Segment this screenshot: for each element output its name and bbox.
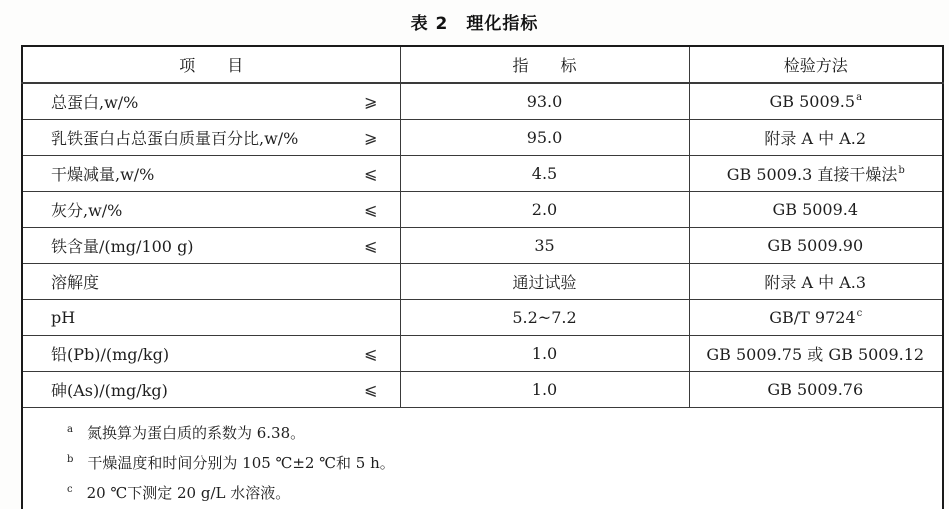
header-method: 检验方法 — [689, 46, 943, 83]
footnotes-cell — [22, 407, 943, 509]
table-row — [22, 263, 943, 299]
indicator-value: 1.0 — [400, 371, 689, 407]
method-cell — [689, 299, 943, 335]
item-label: pH — [51, 307, 76, 327]
header-indicator: 指 标 — [400, 46, 689, 83]
method-label: GB 5009.3 直接干燥法 — [726, 164, 898, 184]
table-row — [22, 191, 943, 227]
comparison-symbol: ⩾ — [364, 91, 378, 111]
item-wrap — [51, 162, 378, 185]
method-cell — [689, 83, 943, 119]
item-cell — [22, 335, 400, 371]
footnote-text: 干燥温度和时间分别为 105 ℃±2 ℃和 5 h。 — [87, 453, 395, 472]
method-label: GB 5009.90 — [767, 235, 864, 255]
item-wrap — [51, 378, 378, 401]
item-wrap — [51, 342, 378, 365]
item-label: 乳铁蛋白占总蛋白质量百分比,w/% — [51, 128, 299, 148]
indicator-value: 93.0 — [400, 83, 689, 119]
item-wrap — [51, 126, 378, 149]
comparison-symbol: ⩽ — [364, 199, 378, 219]
item-label: 总蛋白,w/% — [51, 92, 139, 112]
comparison-symbol: ⩽ — [364, 163, 378, 183]
indicator-value: 5.2~7.2 — [400, 299, 689, 335]
item-wrap — [51, 198, 378, 221]
method-cell — [689, 227, 943, 263]
method-label: 附录 A 中 A.2 — [764, 128, 867, 148]
method-cell — [689, 119, 943, 155]
method-cell — [689, 371, 943, 407]
indicator-value: 1.0 — [400, 335, 689, 371]
item-cell — [22, 263, 400, 299]
item-label: 铅(Pb)/(mg/kg) — [51, 344, 170, 364]
item-cell — [22, 83, 400, 119]
item-cell — [22, 155, 400, 191]
footnote-item — [67, 448, 922, 478]
item-wrap — [51, 308, 378, 327]
header-item: 项 目 — [22, 46, 400, 83]
item-label: 铁含量/(mg/100 g) — [51, 236, 194, 256]
method-label: GB/T 9724 — [769, 307, 856, 327]
footnote-superscript: c — [67, 483, 73, 495]
comparison-symbol: ⩽ — [364, 343, 378, 363]
table-row — [22, 155, 943, 191]
method-superscript: c — [856, 308, 863, 320]
indicator-value: 4.5 — [400, 155, 689, 191]
footnote-superscript: b — [67, 453, 74, 465]
method-label: GB 5009.76 — [767, 379, 864, 399]
method-superscript: b — [898, 165, 905, 177]
table-row — [22, 83, 943, 119]
spec-table — [21, 45, 944, 509]
item-label: 灰分,w/% — [51, 200, 123, 220]
method-cell — [689, 155, 943, 191]
footnote-item — [67, 478, 922, 508]
table-row — [22, 299, 943, 335]
method-label: 附录 A 中 A.3 — [764, 272, 867, 292]
indicator-value: 35 — [400, 227, 689, 263]
table-row — [22, 119, 943, 155]
item-wrap — [51, 270, 378, 293]
footnote-item — [67, 418, 922, 448]
item-wrap — [51, 234, 378, 257]
method-label: GB 5009.4 — [772, 199, 859, 219]
item-cell — [22, 371, 400, 407]
table-row — [22, 335, 943, 371]
method-superscript: a — [856, 92, 863, 104]
footnote-superscript: a — [67, 423, 73, 435]
item-label: 砷(As)/(mg/kg) — [51, 380, 168, 400]
comparison-symbol: ⩽ — [364, 235, 378, 255]
item-cell — [22, 191, 400, 227]
item-cell — [22, 119, 400, 155]
method-cell — [689, 335, 943, 371]
indicator-value: 通过试验 — [400, 263, 689, 299]
item-wrap — [51, 90, 378, 113]
method-label: GB 5009.75 或 GB 5009.12 — [706, 344, 925, 364]
indicator-value: 95.0 — [400, 119, 689, 155]
indicator-value: 2.0 — [400, 191, 689, 227]
footnote-text: 氮换算为蛋白质的系数为 6.38。 — [86, 423, 306, 442]
item-label: 溶解度 — [51, 272, 100, 292]
comparison-symbol: ⩾ — [364, 127, 378, 147]
item-label: 干燥减量,w/% — [51, 164, 155, 184]
comparison-symbol: ⩽ — [364, 379, 378, 399]
item-cell — [22, 227, 400, 263]
footnote-text: 20 ℃下测定 20 g/L 水溶液。 — [86, 483, 291, 502]
method-cell — [689, 191, 943, 227]
item-cell — [22, 299, 400, 335]
footnote-row — [22, 407, 943, 509]
header-row — [22, 46, 943, 83]
table-row — [22, 227, 943, 263]
table-title: 表 2 理化指标 — [410, 14, 539, 34]
method-label: GB 5009.5 — [769, 91, 856, 111]
table-row — [22, 371, 943, 407]
method-cell — [689, 263, 943, 299]
